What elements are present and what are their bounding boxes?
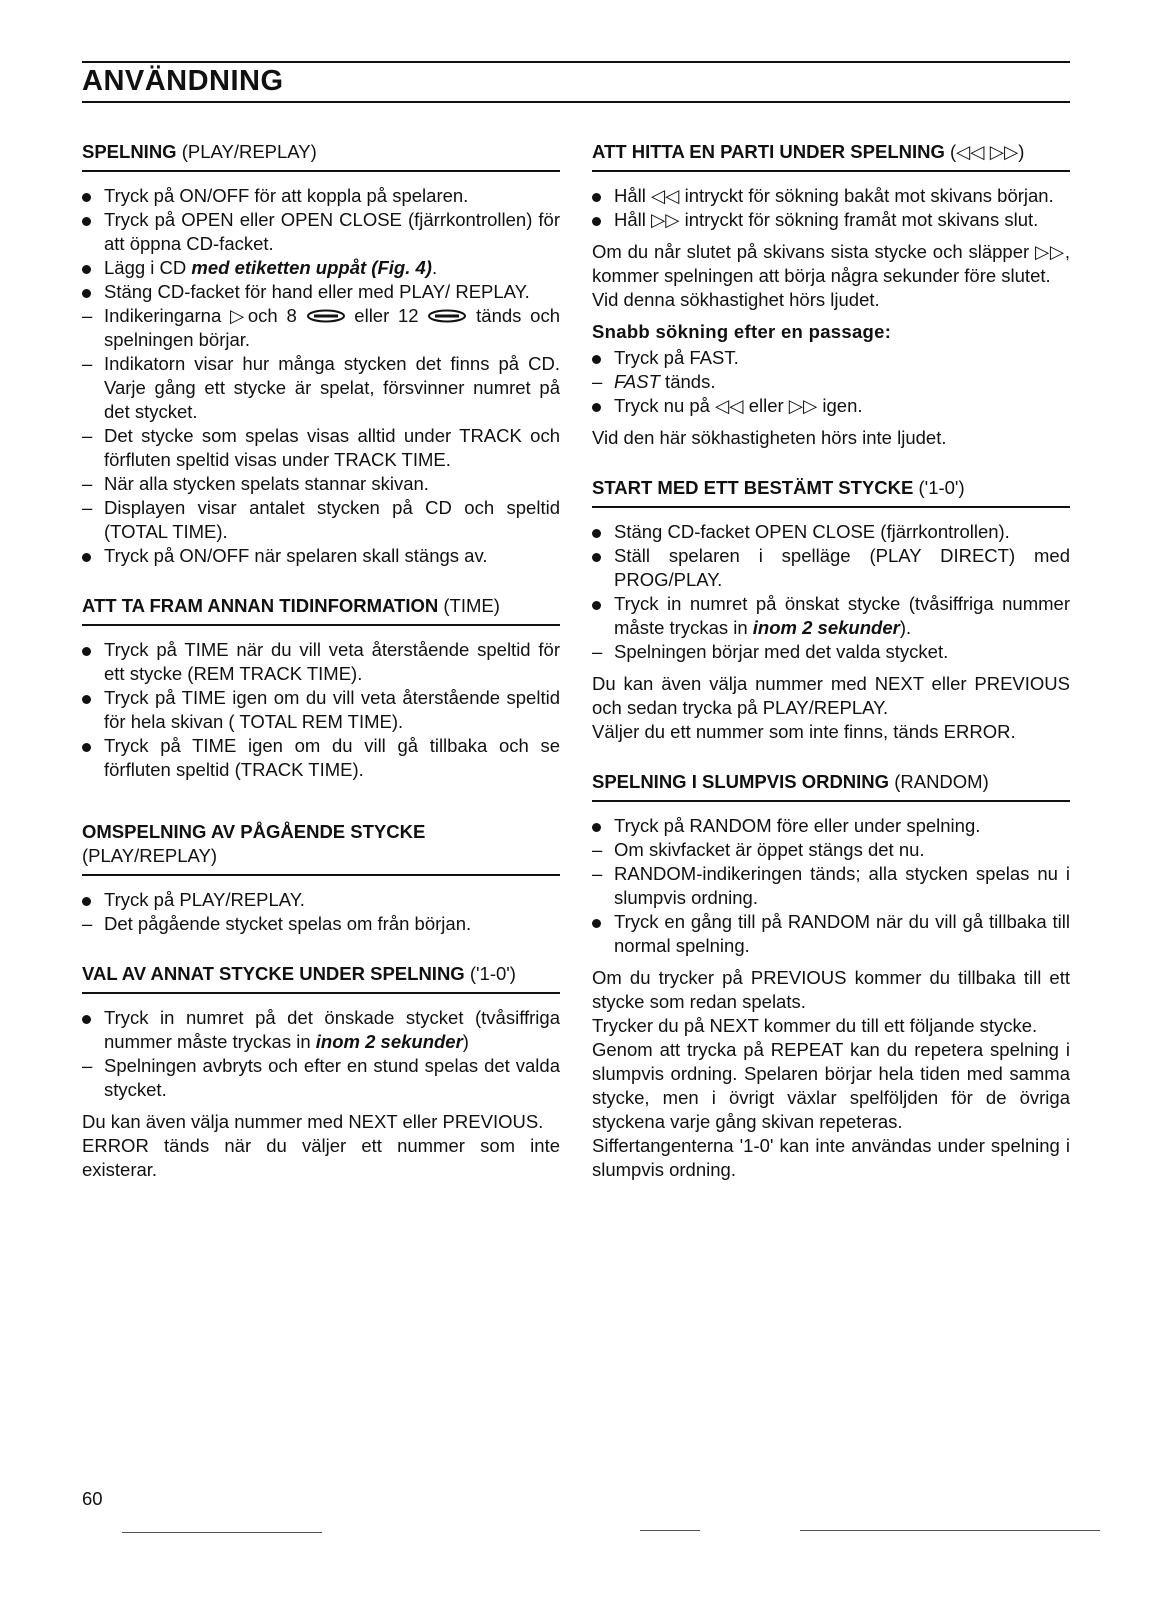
paragraph: Om du når slutet på skivans sista stycke och släpper ▷▷, kommer spelningen att börja några sekunder före slutet. [592, 241, 1070, 286]
scan-artifact-line [800, 1530, 1100, 1531]
section-heading: ATT TA FRAM ANNAN TIDINFORMATION (TIME) [82, 594, 560, 626]
section-heading: OMSPELNING AV PÅGÅENDE STYCKE (PLAY/REPLAY) [82, 820, 560, 876]
title-rule [82, 101, 1070, 103]
list-item: Lägg i CD med etiketten uppåt (Fig. 4). [82, 256, 560, 280]
instruction-list [82, 638, 560, 782]
paragraph: Du kan även välja nummer med NEXT eller PREVIOUS. [82, 1111, 544, 1132]
section-tidinformation [82, 594, 560, 782]
section-spelning [82, 140, 560, 568]
list-item: Tryck på FAST. [592, 346, 1070, 370]
section-heading: ATT HITTA EN PARTI UNDER SPELNING (◁◁ ▷▷) [592, 140, 1070, 172]
list-item: Tryck en gång till på RANDOM när du vill gå tillbaka till normal spelning. [592, 910, 1070, 958]
section-val-av-annat-stycke [82, 962, 560, 1182]
list-item: Håll ▷▷ intryckt för sökning framåt mot skivans slut. [592, 208, 1070, 232]
section-hitta-parti [592, 140, 1070, 450]
page-title: ANVÄNDNING [82, 65, 284, 97]
top-rule [82, 61, 1070, 63]
subheading: Snabb sökning efter en passage: [592, 321, 892, 342]
list-item: – Indikeringarna ▷och 8 eller 12 tänds och spelningen börjar. [82, 304, 560, 352]
list-item: Tryck på PLAY/REPLAY. [82, 888, 560, 912]
instruction-list [82, 888, 560, 936]
list-item: Tryck in numret på det önskade stycket (tvåsiffriga nummer måste tryckas in inom 2 sekunder) [82, 1006, 560, 1054]
list-item: – Spelningen avbryts och efter en stund spelas det valda stycket. [82, 1054, 560, 1102]
section-slumpvis-ordning [592, 770, 1070, 1182]
paragraph: Vid den här sökhastigheten hörs inte ljudet. [592, 427, 947, 448]
instruction-list [82, 1006, 560, 1102]
page-number: 60 [82, 1488, 103, 1509]
section-heading: SPELNING (PLAY/REPLAY) [82, 140, 560, 172]
paragraph: Väljer du ett nummer som inte finns, tänds ERROR. [592, 721, 1016, 742]
disc-icon [306, 309, 346, 323]
left-column [82, 140, 560, 1208]
list-item: Tryck på OPEN eller OPEN CLOSE (fjärrkontrollen) för att öppna CD-facket. [82, 208, 560, 256]
scan-artifact-line [122, 1532, 322, 1533]
section-start-bestamt-stycke [592, 476, 1070, 744]
list-item: Stäng CD-facket OPEN CLOSE (fjärrkontrollen). [592, 520, 1070, 544]
list-item: – RANDOM-indikeringen tänds; alla stycken spelas nu i slumpvis ordning. [592, 862, 1070, 910]
list-item: – Det stycke som spelas visas alltid under TRACK och förfluten speltid visas under TRACK TIME. [82, 424, 560, 472]
list-item: Tryck på TIME när du vill veta återstående speltid för ett stycke (REM TRACK TIME). [82, 638, 560, 686]
instruction-list [592, 520, 1070, 664]
play-indicator-icon: ▷ [230, 305, 248, 326]
list-item: Tryck på ON/OFF när spelaren skall stängs av. [82, 544, 560, 568]
paragraph: Om du trycker på PREVIOUS kommer du tillbaka till ett stycke som redan spelats. [592, 967, 1070, 1012]
paragraph: Genom att trycka på REPEAT kan du repetera spelning i slumpvis ordning. Spelaren börjar hela tiden med samma stycke, men i övrigt växlar spelföljden för de övriga styckena varje gång skivan repeteras. [592, 1039, 1070, 1132]
paragraph: Trycker du på NEXT kommer du till ett följande stycke. [592, 1015, 1038, 1036]
list-item: Håll ◁◁ intryckt för sökning bakåt mot skivans början. [592, 184, 1070, 208]
list-item: – Det pågående stycket spelas om från början. [82, 912, 560, 936]
list-item: Tryck på TIME igen om du vill gå tillbaka och se förfluten speltid (TRACK TIME). [82, 734, 560, 782]
list-item: Tryck på ON/OFF för att koppla på spelaren. [82, 184, 560, 208]
section-heading: VAL AV ANNAT STYCKE UNDER SPELNING ('1-0') [82, 962, 560, 994]
paragraph: Vid denna sökhastighet hörs ljudet. [592, 289, 880, 310]
list-item: – Displayen visar antalet stycken på CD och speltid (TOTAL TIME). [82, 496, 560, 544]
list-item: – Spelningen börjar med det valda stycket. [592, 640, 1070, 664]
list-item: – Indikatorn visar hur många stycken det finns på CD. Varje gång ett stycke är spelat, försvinner numret på det stycket. [82, 352, 560, 424]
list-item: Tryck nu på ◁◁ eller ▷▷ igen. [592, 394, 1070, 418]
right-column [592, 140, 1070, 1208]
instruction-list [592, 814, 1070, 958]
list-item: Stäng CD-facket för hand eller med PLAY/ REPLAY. [82, 280, 560, 304]
section-heading: START MED ETT BESTÄMT STYCKE ('1-0') [592, 476, 1070, 508]
scan-artifact-line [640, 1530, 700, 1531]
section-omspelning [82, 820, 560, 936]
paragraph: Siffertangenterna '1-0' kan inte användas under spelning i slumpvis ordning. [592, 1135, 1070, 1180]
instruction-list [82, 184, 560, 568]
instruction-list [592, 346, 1070, 418]
paragraph: Du kan även välja nummer med NEXT eller PREVIOUS och sedan trycka på PLAY/REPLAY. [592, 673, 1070, 718]
list-item: – FAST tänds. [592, 370, 1070, 394]
disc-icon [427, 309, 467, 323]
section-heading: SPELNING I SLUMPVIS ORDNING (RANDOM) [592, 770, 1070, 802]
list-item: Tryck på TIME igen om du vill veta återstående speltid för hela skivan ( TOTAL REM TIME). [82, 686, 560, 734]
paragraph: ERROR tänds när du väljer ett nummer som inte existerar. [82, 1135, 560, 1180]
list-item: – Om skivfacket är öppet stängs det nu. [592, 838, 1070, 862]
list-item: Ställ spelaren i spelläge (PLAY DIRECT) med PROG/PLAY. [592, 544, 1070, 592]
list-item: – När alla stycken spelats stannar skivan. [82, 472, 560, 496]
list-item: Tryck på RANDOM före eller under spelning. [592, 814, 1070, 838]
list-item: Tryck in numret på önskat stycke (tvåsiffriga nummer måste tryckas in inom 2 sekunder). [592, 592, 1070, 640]
instruction-list [592, 184, 1070, 232]
